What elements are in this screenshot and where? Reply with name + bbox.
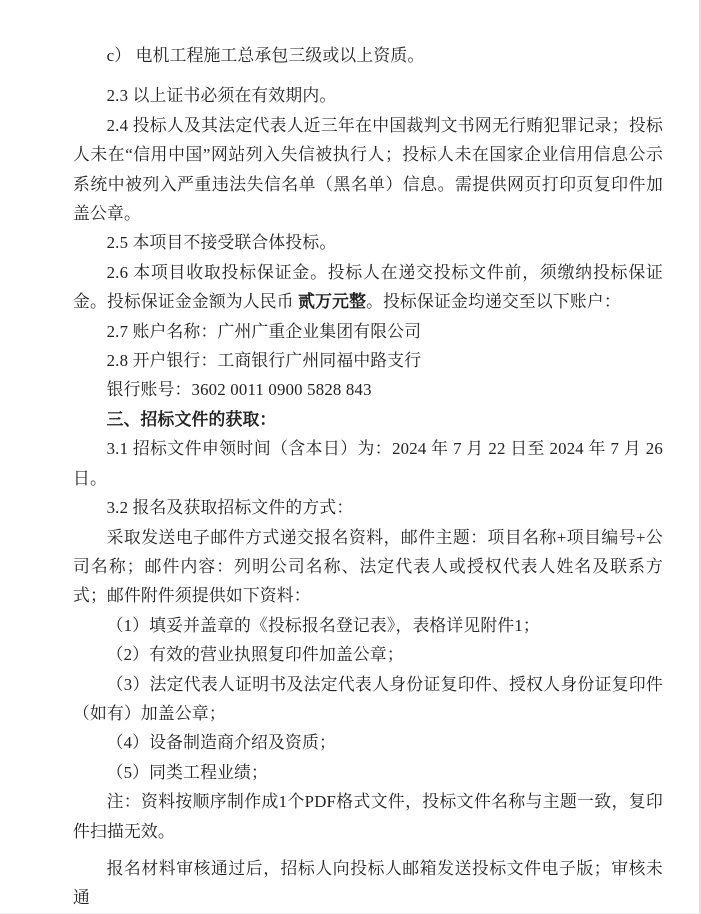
paragraph-clause-2-5: 2.5 本项目不接受联合体投标。 bbox=[106, 233, 337, 253]
paragraph-note: 注：资料按顺序制作成1个PDF格式文件，投标文件名称与主题一致，复印件扫描无效。 bbox=[73, 792, 663, 841]
attachment-item-5: （5）同类工程业绩； bbox=[106, 762, 269, 782]
attachment-item-4: （4）设备制造商介绍及资质； bbox=[106, 733, 336, 753]
attachment-item-3: （3）法定代表人证明书及法定代表人身份证复印件、授权人身份证复印件（如有）加盖公章； bbox=[73, 674, 663, 723]
paragraph-clause-2-6 bbox=[73, 258, 663, 317]
paragraph-clause-2-7-account-name: 2.7 账户名称：广州广重企业集团有限公司 bbox=[106, 321, 422, 341]
paragraph-email-method: 采取发送电子邮件方式递交报名资料，邮件主题：项目名称+项目编号+公司名称；邮件内容：列明公司名称、法定代表人或授权代表人姓名及联系方式；邮件附件须提供如下资料： bbox=[73, 527, 663, 606]
paragraph-qualification-item-c: c） 电机工程施工总承包三级或以上资质。 bbox=[106, 46, 425, 65]
paragraph-clause-2-8-bank: 2.8 开户银行：工商银行广州同福中路支行 bbox=[106, 351, 422, 371]
clause-2-6-suffix: 。投标保证金均递交至以下账户： bbox=[366, 292, 621, 312]
paragraph-review-result: 报名材料审核通过后，招标人向投标人邮箱发送投标文件电子版；审核未通 bbox=[73, 858, 663, 908]
clause-2-6-prefix: 2.6 本项目收取投标保证金。投标人在递交投标文件前，须缴纳投标保证金。投标保证金金额为人民币 bbox=[73, 262, 663, 312]
paragraph-bank-account-number: 银行账号：3602 0011 0900 5828 843 bbox=[106, 380, 372, 400]
deposit-amount: 贰万元整 bbox=[298, 292, 367, 312]
section-3-heading: 三、招标文件的获取： bbox=[106, 409, 277, 429]
paragraph-clause-3-1: 3.1 招标文件申领时间（含本日）为：2024 年 7 月 22 日至 2024 年 7 月 26 日。 bbox=[73, 439, 663, 488]
paragraph-clause-2-4: 2.4 投标人及其法定代表人近三年在中国裁判文书网无行贿犯罪记录；投标人未在“信用中国”网站列入失信被执行人；投标人未在国家企业信用信息公示系统中被列入严重违法失信名单（黑名单）信息。需提供网页打印页复印件加盖公章。 bbox=[73, 115, 663, 224]
paragraph-clause-3-2: 3.2 报名及获取招标文件的方式： bbox=[106, 498, 354, 518]
attachment-item-1: （1）填妥并盖章的《投标报名登记表》，表格详见附件1； bbox=[106, 615, 540, 635]
paragraph-clause-2-3: 2.3 以上证书必须在有效期内。 bbox=[106, 86, 337, 106]
attachment-item-2: （2）有效的营业执照复印件加盖公章； bbox=[106, 645, 404, 665]
